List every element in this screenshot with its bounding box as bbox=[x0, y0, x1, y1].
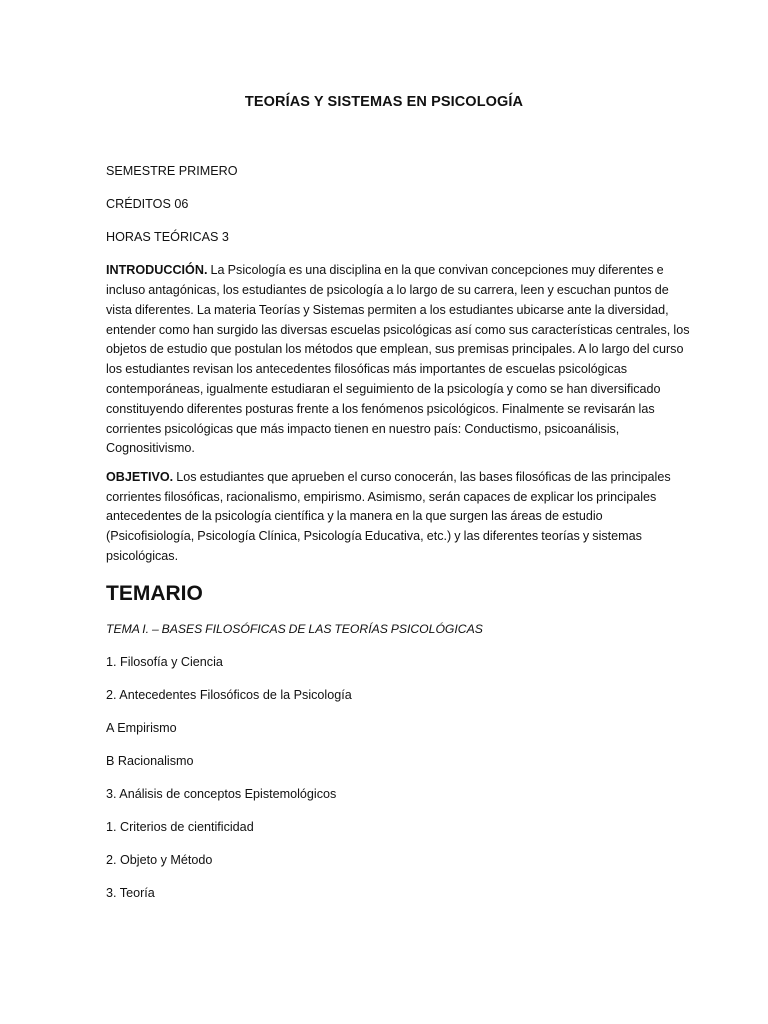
objetivo-paragraph bbox=[106, 468, 691, 567]
temario-item: B Racionalismo bbox=[106, 754, 194, 769]
temario-item: 3. Teoría bbox=[106, 886, 155, 901]
meta-horas: HORAS TEÓRICAS 3 bbox=[106, 230, 229, 245]
meta-semestre: SEMESTRE PRIMERO bbox=[106, 164, 238, 178]
temario-item: 1. Filosofía y Ciencia bbox=[106, 654, 223, 669]
temario-heading: TEMARIO bbox=[106, 581, 203, 605]
introduccion-text: La Psicología es una disciplina en la que convivan concepciones muy diferentes e incluso antagónicas, los estudiantes de psicología a lo largo de su carrera, leen y escuchan puntos de vista diferentes. La materia Teorías y Sistemas permiten a los estudiantes ubicarse ante la diversidad, entender como han surgido las diversas escuelas psicológicas así como sus características centrales, los objetos de estudio que postulan los métodos que emplean, sus premisas principales. A lo largo del curso los estudiantes revisan los antecedentes filosóficas más importantes de escuelas psicológicas contemporáneas, igualmente estudiaran el seguimiento de la psicología y como se han diversificado constituyendo diferentes posturas frente a los fenómenos psicológicos. Finalmente se revisarán las corrientes psicológicas que más impacto tienen en nuestro país: Conductismo, psicoanálisis, Cognositivismo. bbox=[106, 263, 690, 456]
temario-item: 2. Objeto y Método bbox=[106, 853, 213, 868]
objetivo-text: Los estudiantes que aprueben el curso conocerán, las bases filosóficas de las principales corrientes filosóficas, racionalismo, empirismo. Asimismo, serán capaces de explicar los principales antecedentes de la psicología científica y la manera en la que surgen las áreas de estudio (Psicofisiología, Psicología Clínica, Psicología Educativa, etc.) y las diferentes teorías y sistemas psicológicas. bbox=[106, 469, 671, 563]
document-title: TEORÍAS Y SISTEMAS EN PSICOLOGÍA bbox=[244, 94, 524, 110]
introduccion-paragraph bbox=[106, 261, 691, 459]
introduccion-label: INTRODUCCIÓN. bbox=[106, 263, 208, 278]
temario-item: 2. Antecedentes Filosóficos de la Psicología bbox=[106, 687, 352, 702]
temario-item: 1. Criterios de cientificidad bbox=[106, 820, 254, 835]
meta-creditos: CRÉDITOS 06 bbox=[106, 197, 189, 212]
temario-item: A Empirismo bbox=[106, 721, 177, 736]
temario-item: 3. Análisis de conceptos Epistemológicos bbox=[106, 787, 337, 802]
tema-i-heading: TEMA I. – BASES FILOSÓFICAS DE LAS TEORÍAS PSICOLÓGICAS bbox=[106, 621, 483, 636]
objetivo-label: OBJETIVO. bbox=[106, 469, 174, 484]
document-body bbox=[106, 162, 691, 918]
